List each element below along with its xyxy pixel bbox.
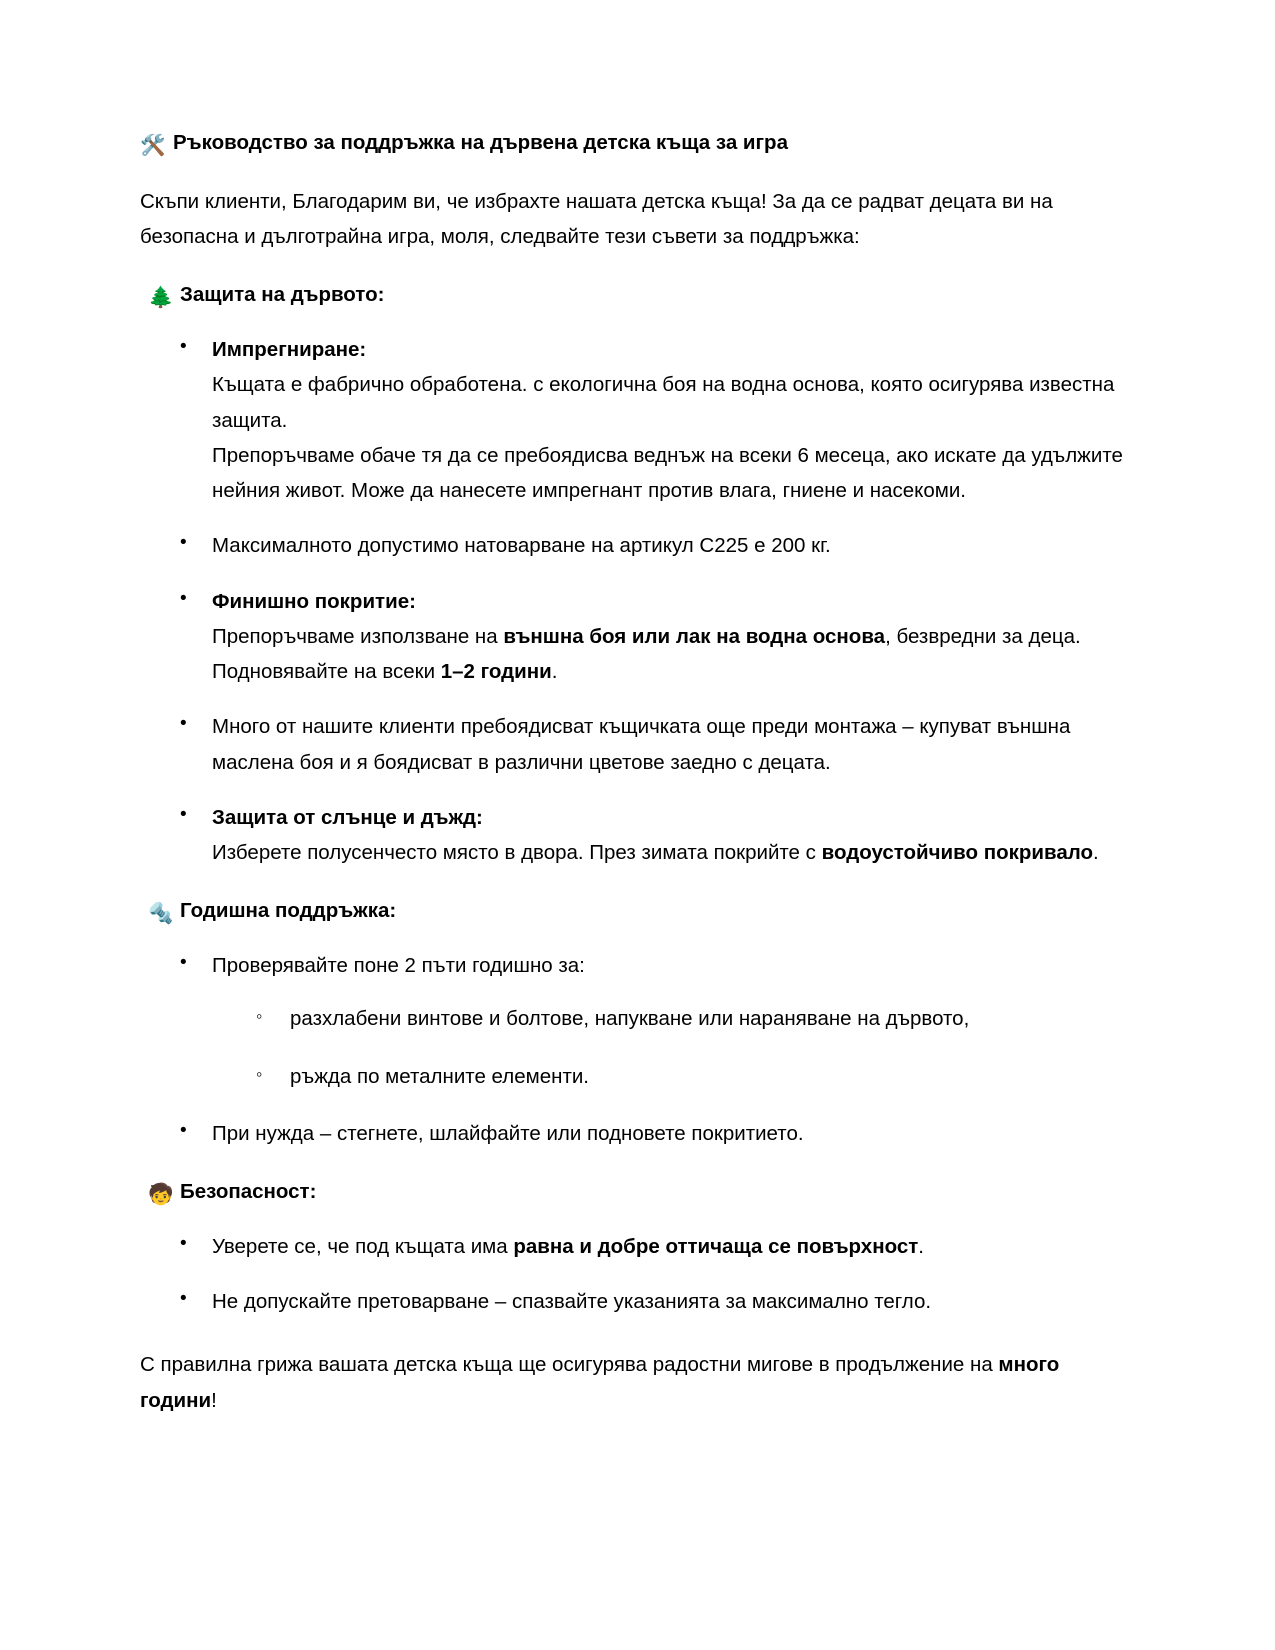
evergreen-tree-icon: 🌲 [148,286,174,310]
list-item [212,332,1125,508]
list-item-body: • Уверете се, че под къщата има равна и добре оттичаща се повърхност. [212,1234,924,1258]
list-item-body: • Не допускайте претоварване – спазвайте указанията за максимално тегло. [212,1290,932,1313]
list-item [212,709,1125,780]
list-item-body-line-2: Препоръчваме обаче тя да се пребоядисва веднъж на всеки 6 месеца, ако искате да удължите нейния живот. Може да нанесете импрегнант против влага, гниене и насекоми. [212,443,1123,502]
document-body [140,128,1125,1418]
list-item-body: Препоръчваме използване на външна боя или лак на водна основа, безвредни за деца. Подновявайте на всеки 1–2 години. [212,624,1081,683]
wood-protection-list [140,332,1125,870]
nut-and-bolt-icon: 🔩 [148,902,174,926]
list-item [290,1059,1125,1094]
section-heading-wood-protection [148,280,1125,314]
list-item-body: ръжда по металните елементи. [290,1064,589,1088]
inspection-sublist [212,1001,1125,1094]
list-item-body-line-1: Къщата е фабрично обработена. с екологична боя на водна основа, която осигурява известна защита. [212,373,1115,432]
hammer-and-wrench-icon: 🛠️ [140,134,166,157]
page-title-text: Ръководство за поддръжка на дървена детска къща за игра [173,131,788,154]
list-item-body: • Максималното допустимо натоварване на артикул C225 е 200 кг. [212,534,831,558]
list-item [212,1229,1125,1264]
list-item [212,584,1125,690]
annual-maintenance-list [140,948,1125,1151]
list-item [212,1284,1125,1319]
list-item [212,800,1125,871]
list-item [212,528,1125,563]
list-item-body: Изберете полусенчесто място в двора. През зимата покрийте с водоустойчиво покривало. [212,841,1099,864]
section-heading-text: Защита на дървото: [180,283,385,307]
page-title [140,128,1125,162]
list-item [212,948,1125,1094]
list-item-title: • Финишно покритие: [212,589,416,613]
list-item-body: • При нужда – стегнете, шлайфайте или подновете покритието. [212,1121,804,1145]
list-item-title: • Импрегниране: [212,338,367,361]
safety-list [140,1229,1125,1320]
intro-paragraph: Скъпи клиенти, Благодарим ви, че избрахте нашата детска къща! За да се радват децата ви на безопасна и дълготрайна игра, моля, следвайте тези съвети за поддръжка: [140,189,1053,248]
list-item-title: • Защита от слънце и дъжд: [212,805,483,829]
list-item [290,1001,1125,1036]
list-item-body: • Проверявайте поне 2 пъти годишно за: [212,954,585,977]
list-item-body: разхлабени винтове и болтове, напукване или нараняване на дървото, [290,1007,970,1031]
closing-paragraph: С правилна грижа вашата детска къща ще осигурява радостни мигове в продължение на много години! [140,1353,1060,1412]
child-icon: 🧒 [148,1183,174,1206]
section-heading-text: Безопасност: [180,1180,317,1203]
section-heading-safety [148,1177,1125,1211]
section-heading-annual-maintenance [148,896,1125,930]
list-item [212,1116,1125,1151]
section-heading-text: Годишна поддръжка: [180,899,397,923]
list-item-body: • Много от нашите клиенти пребоядисват къщичката още преди монтажа – купуват външна маслена боя и я боядисват в различни цветове заедно с децата. [212,715,1071,774]
